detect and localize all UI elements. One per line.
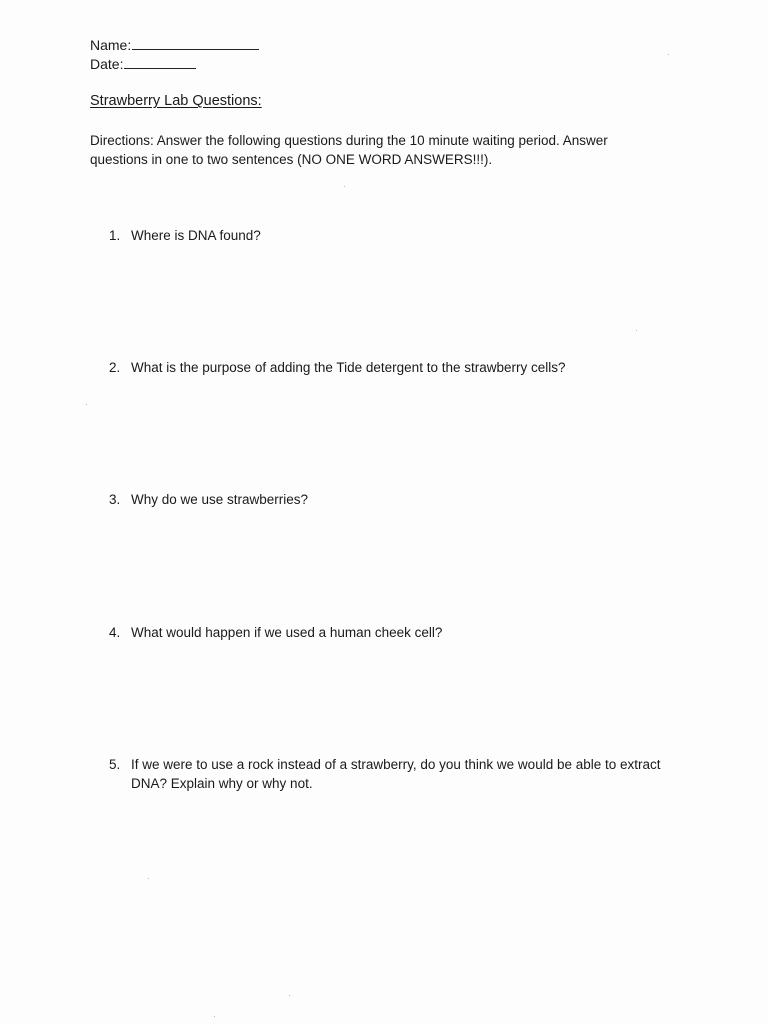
name-blank [132,35,259,50]
question-text: What is the purpose of adding the Tide detergent to the strawberry cells? [131,360,566,375]
question-text: Why do we use strawberries? [131,492,309,507]
scan-speck [148,878,149,879]
directions-text: Directions: Answer the following questions during the 10 minute waiting period. Answer questions in one to two sentences (NO ONE WORD ANSWERS!!!). [90,133,608,167]
name-line [90,35,259,54]
date-blank [124,54,196,69]
question-4 [109,623,679,642]
question-number: 4. [109,625,121,640]
scan-speck [344,186,345,187]
question-5 [109,755,679,793]
scan-speck [86,404,87,405]
question-2 [109,358,679,377]
question-number: 3. [109,492,121,507]
question-text: Where is DNA found? [131,228,261,243]
worksheet-title: Strawberry Lab Questions: [90,93,262,109]
date-line [90,54,196,73]
scan-speck [636,330,637,331]
question-number: 2. [109,360,121,375]
question-text: What would happen if we used a human cheek cell? [131,625,443,640]
scan-speck [289,995,290,996]
question-number: 5. [109,757,121,772]
question-number: 1. [109,228,121,243]
question-3 [109,490,679,509]
question-text: If we were to use a rock instead of a strawberry, do you think we would be able to extract DNA? Explain why or why not. [131,757,661,791]
question-1 [109,226,679,245]
date-label: Date: [90,56,124,72]
name-label: Name: [90,37,132,53]
scan-speck [214,1016,215,1017]
scan-speck [668,54,669,55]
